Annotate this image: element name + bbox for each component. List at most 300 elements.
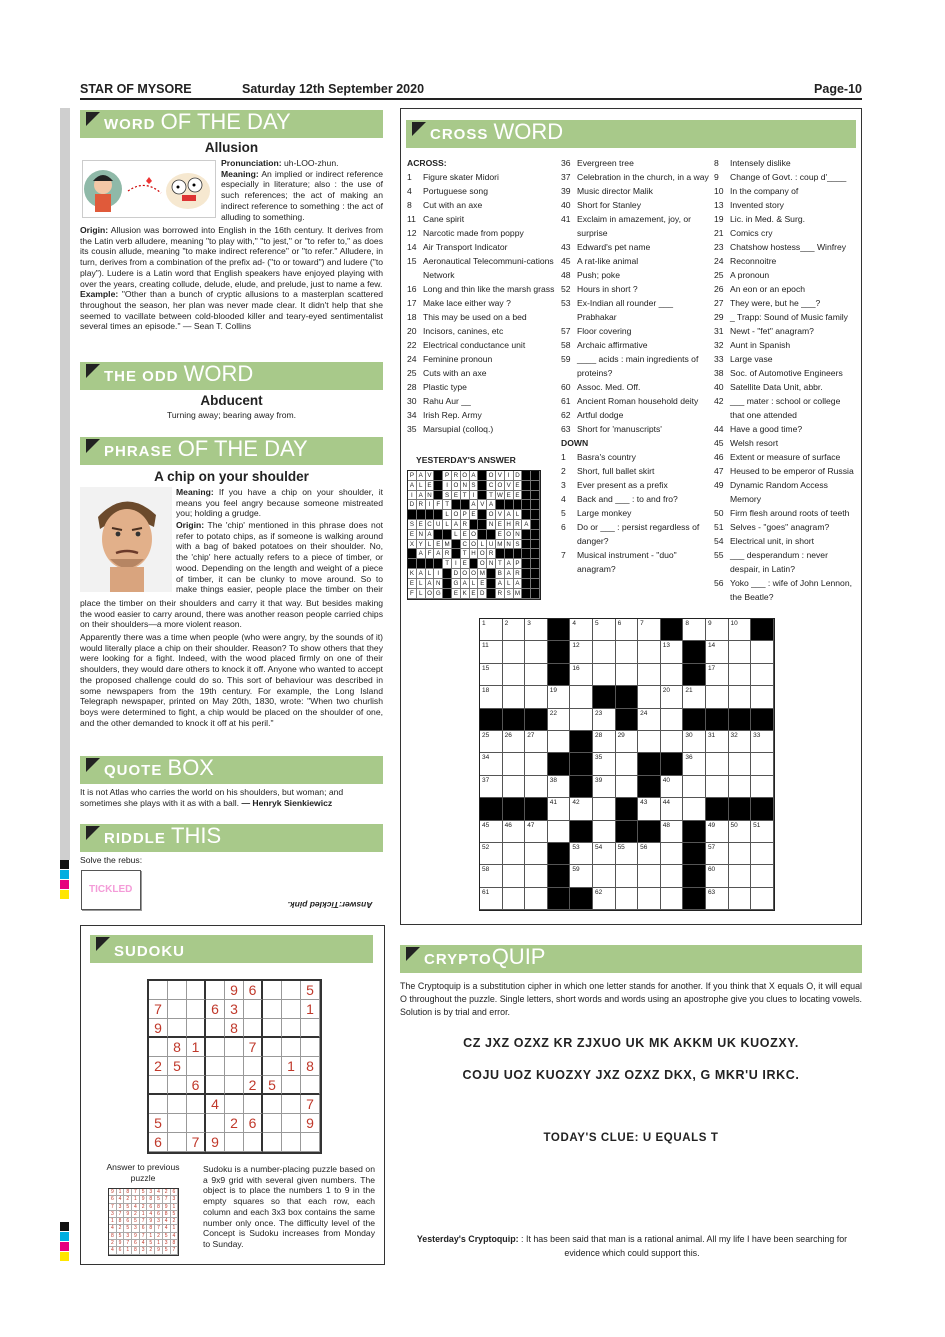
sudoku-cell[interactable] <box>282 1000 301 1019</box>
answer-cell: S <box>505 589 514 599</box>
cell-number: 13 <box>662 642 670 650</box>
crossword-cell[interactable] <box>661 865 684 887</box>
sudoku-cell[interactable] <box>168 1095 187 1114</box>
sudoku-cell[interactable] <box>244 1019 263 1038</box>
sudoku-cell[interactable] <box>187 1057 206 1076</box>
sudoku-cell: 6 <box>149 1133 168 1152</box>
clue-across-63 <box>561 422 711 436</box>
clue-text: Evergreen tree <box>577 158 634 168</box>
cell-number: 61 <box>482 888 490 896</box>
crossword-cell[interactable] <box>729 619 752 641</box>
clue-text: Ancient Roman household deity <box>577 396 699 406</box>
sudoku-cell[interactable] <box>206 1114 225 1133</box>
sudoku-cell[interactable] <box>301 1038 320 1057</box>
reg-mark-magenta <box>60 1242 69 1251</box>
clue-number: 43 <box>561 242 571 252</box>
clue-text: Cut with an axe <box>423 200 483 210</box>
crossword-cell[interactable] <box>751 641 774 663</box>
crossword-cell[interactable] <box>751 888 774 910</box>
crossword-cell[interactable] <box>751 821 774 843</box>
crossword-cell[interactable] <box>616 888 639 910</box>
clue-down-51 <box>714 520 856 534</box>
crossword-cell[interactable] <box>729 888 752 910</box>
crossword-cell[interactable] <box>525 664 548 686</box>
sudoku-cell[interactable] <box>282 981 301 1000</box>
crossword-cell[interactable] <box>729 821 752 843</box>
clue-across-4 <box>407 184 555 198</box>
crossword-cell[interactable] <box>503 776 526 798</box>
crossword-cell[interactable] <box>616 664 639 686</box>
cell-number: 47 <box>527 821 535 829</box>
crossword-cell[interactable] <box>638 686 661 708</box>
sudoku-cell: 4 <box>206 1095 225 1114</box>
sudoku-cell[interactable] <box>225 1057 244 1076</box>
crossword-block <box>480 709 503 731</box>
crossword-cell[interactable] <box>503 731 526 753</box>
crossword-cell[interactable] <box>683 686 706 708</box>
answer-cell: A <box>452 520 461 530</box>
sudoku-answer-cell: 4 <box>109 1225 117 1232</box>
answer-cell: E <box>461 530 470 540</box>
sudoku-cell[interactable] <box>244 1095 263 1114</box>
answer-cell: N <box>487 559 496 569</box>
sudoku-answer-cell: 1 <box>117 1189 125 1196</box>
crossword-cell[interactable] <box>616 776 639 798</box>
crossword-grid[interactable] <box>479 618 775 911</box>
clue-text: Satellite Data Unit, abbr. <box>730 382 823 392</box>
crossword-cell[interactable] <box>706 664 729 686</box>
crossword-cell[interactable] <box>661 843 684 865</box>
crossword-cell[interactable] <box>706 753 729 775</box>
crossword-cell[interactable] <box>616 843 639 865</box>
answer-cell: E <box>408 530 417 540</box>
crossword-block <box>751 798 774 820</box>
clue-number: 17 <box>407 298 417 308</box>
crossword-cell[interactable] <box>751 686 774 708</box>
sudoku-grid[interactable] <box>147 979 322 1154</box>
crossword-cell[interactable] <box>525 865 548 887</box>
answer-block <box>478 530 487 540</box>
answer-cell: O <box>426 589 435 599</box>
cell-number: 59 <box>572 866 580 874</box>
answer-cell: A <box>522 520 531 530</box>
crossword-cell[interactable] <box>480 641 503 663</box>
crossword-cell[interactable] <box>480 753 503 775</box>
crossword-cell[interactable] <box>616 641 639 663</box>
crossword-cell[interactable] <box>593 731 616 753</box>
sudoku-cell[interactable] <box>263 1095 282 1114</box>
crossword-cell[interactable] <box>593 776 616 798</box>
crossword-cell[interactable] <box>593 888 616 910</box>
crossword-cell[interactable] <box>480 731 503 753</box>
crossword-cell[interactable] <box>503 865 526 887</box>
crossword-cell[interactable] <box>706 888 729 910</box>
sudoku-cell: 9 <box>301 1114 320 1133</box>
clue-number: 19 <box>714 214 724 224</box>
crossword-cell[interactable] <box>683 731 706 753</box>
sudoku-cell[interactable] <box>187 981 206 1000</box>
sudoku-answer-cell: 5 <box>140 1189 148 1196</box>
crossword-cell[interactable] <box>503 821 526 843</box>
sudoku-cell[interactable] <box>263 1057 282 1076</box>
sudoku-cell[interactable] <box>282 1133 301 1152</box>
crossword-block <box>729 709 752 731</box>
crossword-cell[interactable] <box>593 709 616 731</box>
sudoku-cell[interactable] <box>225 1076 244 1095</box>
crossword-cell[interactable] <box>683 619 706 641</box>
crossword-cell[interactable] <box>593 821 616 843</box>
clue-text: Short for Stanley <box>577 200 642 210</box>
crossword-cell[interactable] <box>503 664 526 686</box>
sudoku-cell[interactable] <box>282 1019 301 1038</box>
answer-block <box>531 559 540 569</box>
cell-number: 16 <box>572 664 580 672</box>
crossword-cell[interactable] <box>503 641 526 663</box>
answer-block <box>531 481 540 491</box>
crossword-cell[interactable] <box>706 686 729 708</box>
answer-cell: N <box>426 491 435 501</box>
sudoku-cell[interactable] <box>149 1076 168 1095</box>
cell-number: 46 <box>504 821 512 829</box>
crossword-block <box>616 709 639 731</box>
clue-number: 11 <box>407 214 416 224</box>
crossword-cell[interactable] <box>616 731 639 753</box>
crossword-cell[interactable] <box>729 731 752 753</box>
crossword-cell[interactable] <box>706 821 729 843</box>
sudoku-cell[interactable] <box>168 981 187 1000</box>
clue-down-26 <box>714 282 856 296</box>
sudoku-cell[interactable] <box>187 1114 206 1133</box>
crossword-cell[interactable] <box>570 641 593 663</box>
crossword-cell[interactable] <box>751 776 774 798</box>
crossword-cell[interactable] <box>570 619 593 641</box>
sudoku-cell[interactable] <box>263 1000 282 1019</box>
sudoku-cell[interactable] <box>149 981 168 1000</box>
cell-number: 34 <box>482 754 490 762</box>
crossword-cell[interactable] <box>548 686 571 708</box>
answer-cell: E <box>514 481 523 491</box>
crossword-cell[interactable] <box>706 843 729 865</box>
crossword-cell[interactable] <box>638 731 661 753</box>
sudoku-answer-cell: 9 <box>132 1233 140 1240</box>
clue-text: Musical instrument - "duo" anagram? <box>577 550 677 574</box>
sudoku-cell[interactable] <box>301 1076 320 1095</box>
sudoku-answer-cell: 8 <box>147 1196 155 1203</box>
answer-cell: D <box>452 569 461 579</box>
crossword-cell[interactable] <box>661 776 684 798</box>
crossword-cell[interactable] <box>548 731 571 753</box>
cell-number: 20 <box>662 687 670 695</box>
crossword-block <box>525 798 548 820</box>
crossword-cell[interactable] <box>706 865 729 887</box>
crossword-cell[interactable] <box>570 664 593 686</box>
crossword-cell[interactable] <box>751 865 774 887</box>
sudoku-cell[interactable] <box>263 1133 282 1152</box>
crossword-cell[interactable] <box>525 619 548 641</box>
crossword-cell[interactable] <box>525 776 548 798</box>
sudoku-cell[interactable] <box>187 1000 206 1019</box>
crossword-cell[interactable] <box>525 753 548 775</box>
sudoku-cell[interactable] <box>282 1095 301 1114</box>
crossword-cell[interactable] <box>480 865 503 887</box>
sudoku-cell[interactable] <box>263 1019 282 1038</box>
sudoku-cell[interactable] <box>187 1019 206 1038</box>
clue-down-55 <box>714 548 856 576</box>
answer-cell: E <box>470 589 479 599</box>
cell-number: 15 <box>482 664 490 672</box>
crossword-cell[interactable] <box>751 843 774 865</box>
sudoku-cell[interactable] <box>168 1076 187 1095</box>
cryptoquip-clue: TODAY'S CLUE: U EQUALS T <box>543 1132 719 1144</box>
clue-down-24 <box>714 254 856 268</box>
sudoku-cell[interactable] <box>301 1133 320 1152</box>
crossword-cell[interactable] <box>525 821 548 843</box>
crossword-cell[interactable] <box>661 686 684 708</box>
sudoku-cell: 6 <box>244 1114 263 1133</box>
crossword-cell[interactable] <box>570 709 593 731</box>
clue-text: Long and thin like the marsh grass <box>423 284 555 294</box>
sudoku-cell[interactable] <box>244 1057 263 1076</box>
crossword-cell[interactable] <box>729 753 752 775</box>
sudoku-cell[interactable] <box>263 1114 282 1133</box>
crossword-cell[interactable] <box>593 865 616 887</box>
sudoku-cell[interactable] <box>149 1038 168 1057</box>
crossword-cell[interactable] <box>480 821 503 843</box>
clue-number: 3 <box>561 480 566 490</box>
clue-down-1 <box>561 450 711 464</box>
clue-down-7 <box>561 548 711 576</box>
crossword-cell[interactable] <box>706 776 729 798</box>
sudoku-answer-cell: 3 <box>124 1233 132 1240</box>
crossword-cell[interactable] <box>661 731 684 753</box>
sudoku-cell[interactable] <box>168 1114 187 1133</box>
crossword-cell[interactable] <box>548 798 571 820</box>
sudoku-cell[interactable] <box>301 1019 320 1038</box>
sudoku-cell[interactable] <box>168 1019 187 1038</box>
answer-cell: E <box>452 589 461 599</box>
crossword-cell[interactable] <box>480 619 503 641</box>
crossword-cell[interactable] <box>683 776 706 798</box>
sudoku-cell[interactable] <box>206 1038 225 1057</box>
crossword-cell[interactable] <box>661 888 684 910</box>
crossword-cell[interactable] <box>570 798 593 820</box>
crossword-cell[interactable] <box>729 865 752 887</box>
sudoku-answer-cell: 2 <box>155 1233 163 1240</box>
clue-across-45 <box>561 254 711 268</box>
sudoku-cell[interactable] <box>244 1133 263 1152</box>
crossword-cell[interactable] <box>525 843 548 865</box>
crossword-cell[interactable] <box>480 686 503 708</box>
cell-number: 11 <box>482 642 489 650</box>
sudoku-answer-cell: 1 <box>147 1233 155 1240</box>
clue-text: Intensely dislike <box>730 158 791 168</box>
crossword-block <box>570 731 593 753</box>
crossword-cell[interactable] <box>503 619 526 641</box>
crossword-cell[interactable] <box>570 843 593 865</box>
crossword-cell[interactable] <box>729 641 752 663</box>
crossword-cell[interactable] <box>729 664 752 686</box>
crossword-cell[interactable] <box>616 865 639 887</box>
cell-number: 33 <box>753 731 761 739</box>
crossword-cell[interactable] <box>548 776 571 798</box>
crossword-cell[interactable] <box>729 843 752 865</box>
crossword-cell[interactable] <box>706 731 729 753</box>
sudoku-cell[interactable] <box>187 1095 206 1114</box>
crossword-cell[interactable] <box>593 664 616 686</box>
crossword-cell[interactable] <box>480 888 503 910</box>
crossword-cell[interactable] <box>593 843 616 865</box>
crossword-cell[interactable] <box>751 664 774 686</box>
answer-cell: R <box>461 520 470 530</box>
clue-number: 18 <box>407 312 417 322</box>
crossword-cell[interactable] <box>683 798 706 820</box>
clue-number: 59 <box>561 354 571 364</box>
sudoku-cell[interactable] <box>206 1057 225 1076</box>
answer-block <box>522 481 531 491</box>
sudoku-cell[interactable] <box>225 1038 244 1057</box>
crossword-cell[interactable] <box>729 776 752 798</box>
crossword-cell[interactable] <box>480 843 503 865</box>
crossword-cell[interactable] <box>503 888 526 910</box>
clue-down-21 <box>714 226 856 240</box>
crossword-cell[interactable] <box>616 753 639 775</box>
crossword-cell[interactable] <box>525 641 548 663</box>
answer-block <box>408 549 417 559</box>
answer-cell: W <box>496 491 503 499</box>
sudoku-cell[interactable] <box>149 1095 168 1114</box>
clue-text: Short for 'manuscripts' <box>577 424 662 434</box>
crossword-cell[interactable] <box>661 821 684 843</box>
crossword-cell[interactable] <box>593 798 616 820</box>
clue-number: 32 <box>714 340 724 350</box>
cell-number: 57 <box>707 843 716 851</box>
crossword-cell[interactable] <box>638 798 661 820</box>
cell-number: 44 <box>662 799 670 807</box>
answer-block <box>531 500 540 510</box>
sudoku-cell[interactable] <box>244 1000 263 1019</box>
answer-cell: E <box>505 491 514 501</box>
clue-number: 29 <box>714 312 724 322</box>
crossword-cell[interactable] <box>638 664 661 686</box>
clue-number: 24 <box>714 256 724 266</box>
sudoku-cell[interactable] <box>206 1019 225 1038</box>
sudoku-answer-cell: 7 <box>171 1247 179 1254</box>
sudoku-cell[interactable] <box>263 981 282 1000</box>
clue-text: Portuguese song <box>423 186 488 196</box>
crossword-cell[interactable] <box>638 619 661 641</box>
crossword-cell[interactable] <box>661 798 684 820</box>
sudoku-cell[interactable] <box>168 1133 187 1152</box>
crossword-cell[interactable] <box>480 776 503 798</box>
answer-cell: V <box>496 471 505 481</box>
crossword-cell[interactable] <box>616 619 639 641</box>
crossword-block <box>683 821 706 843</box>
crossword-cell[interactable] <box>661 664 684 686</box>
crossword-cell[interactable] <box>525 686 548 708</box>
crossword-cell[interactable] <box>638 641 661 663</box>
clue-text: Lic. in Med. & Surg. <box>730 214 805 224</box>
answer-cell: A <box>417 471 426 481</box>
crossword-cell[interactable] <box>638 888 661 910</box>
answer-block <box>531 491 540 501</box>
crossword-cell[interactable] <box>570 686 593 708</box>
clue-text: Electrical unit, in short <box>730 536 815 546</box>
clue-number: 10 <box>714 186 724 196</box>
crossword-cell[interactable] <box>525 888 548 910</box>
clue-number: 9 <box>714 172 719 182</box>
clue-across-20 <box>407 324 555 338</box>
sudoku-cell[interactable] <box>225 1095 244 1114</box>
crossword-cell[interactable] <box>638 865 661 887</box>
sudoku-cell[interactable] <box>263 1038 282 1057</box>
crossword-cell[interactable] <box>548 821 571 843</box>
sudoku-cell[interactable] <box>282 1038 301 1057</box>
clue-number: 12 <box>407 228 417 238</box>
crossword-cell[interactable] <box>683 753 706 775</box>
crossword-cell[interactable] <box>706 641 729 663</box>
sudoku-answer-cell: 3 <box>109 1211 117 1218</box>
odd-word-meaning: Turning away; bearing away from. <box>166 410 297 420</box>
crossword-cell[interactable] <box>638 843 661 865</box>
crossword-cell[interactable] <box>503 686 526 708</box>
crossword-cell[interactable] <box>480 664 503 686</box>
answer-block <box>434 510 443 520</box>
sudoku-cell[interactable] <box>282 1076 301 1095</box>
clue-across-40 <box>561 198 711 212</box>
crossword-cell[interactable] <box>661 709 684 731</box>
crossword-cell[interactable] <box>548 709 571 731</box>
crossword-cell[interactable] <box>593 753 616 775</box>
clue-text: _ Trapp: Sound of Music family <box>730 312 848 322</box>
crossword-cell[interactable] <box>751 753 774 775</box>
crossword-cell[interactable] <box>503 843 526 865</box>
crossword-cell[interactable] <box>593 619 616 641</box>
clue-number: 63 <box>561 424 571 434</box>
sudoku-cell: 5 <box>168 1057 187 1076</box>
sudoku-cell[interactable] <box>282 1114 301 1133</box>
crossword-cell[interactable] <box>729 686 752 708</box>
clue-text: Make lace either way ? <box>423 298 511 308</box>
sudoku-cell[interactable] <box>225 1133 244 1152</box>
crossword-cell[interactable] <box>570 865 593 887</box>
sudoku-cell: 1 <box>301 1000 320 1019</box>
sudoku-answer-cell: 2 <box>171 1218 179 1225</box>
answer-cell: E <box>461 559 470 569</box>
sudoku-answer-cell: 7 <box>132 1189 140 1196</box>
answer-cell: S <box>514 540 523 550</box>
crossword-cell[interactable] <box>751 731 774 753</box>
sudoku-cell[interactable] <box>206 981 225 1000</box>
sudoku-cell[interactable] <box>168 1000 187 1019</box>
clue-number: 54 <box>714 536 724 546</box>
answer-cell: E <box>426 481 435 491</box>
clue-number: 21 <box>714 228 724 238</box>
sudoku-cell: 5 <box>263 1076 282 1095</box>
crossword-cell[interactable] <box>661 641 684 663</box>
answer-cell: A <box>505 569 514 579</box>
answer-cell: M <box>514 589 523 599</box>
crossword-cell[interactable] <box>706 619 729 641</box>
sudoku-cell[interactable] <box>206 1076 225 1095</box>
crossword-cell[interactable] <box>525 731 548 753</box>
crossword-cell[interactable] <box>593 641 616 663</box>
crossword-cell[interactable] <box>503 753 526 775</box>
clue-across-41 <box>561 212 711 240</box>
clue-across-39 <box>561 184 711 198</box>
clue-number: 48 <box>561 270 571 280</box>
cell-number: 62 <box>594 888 603 896</box>
crossword-cell[interactable] <box>638 709 661 731</box>
